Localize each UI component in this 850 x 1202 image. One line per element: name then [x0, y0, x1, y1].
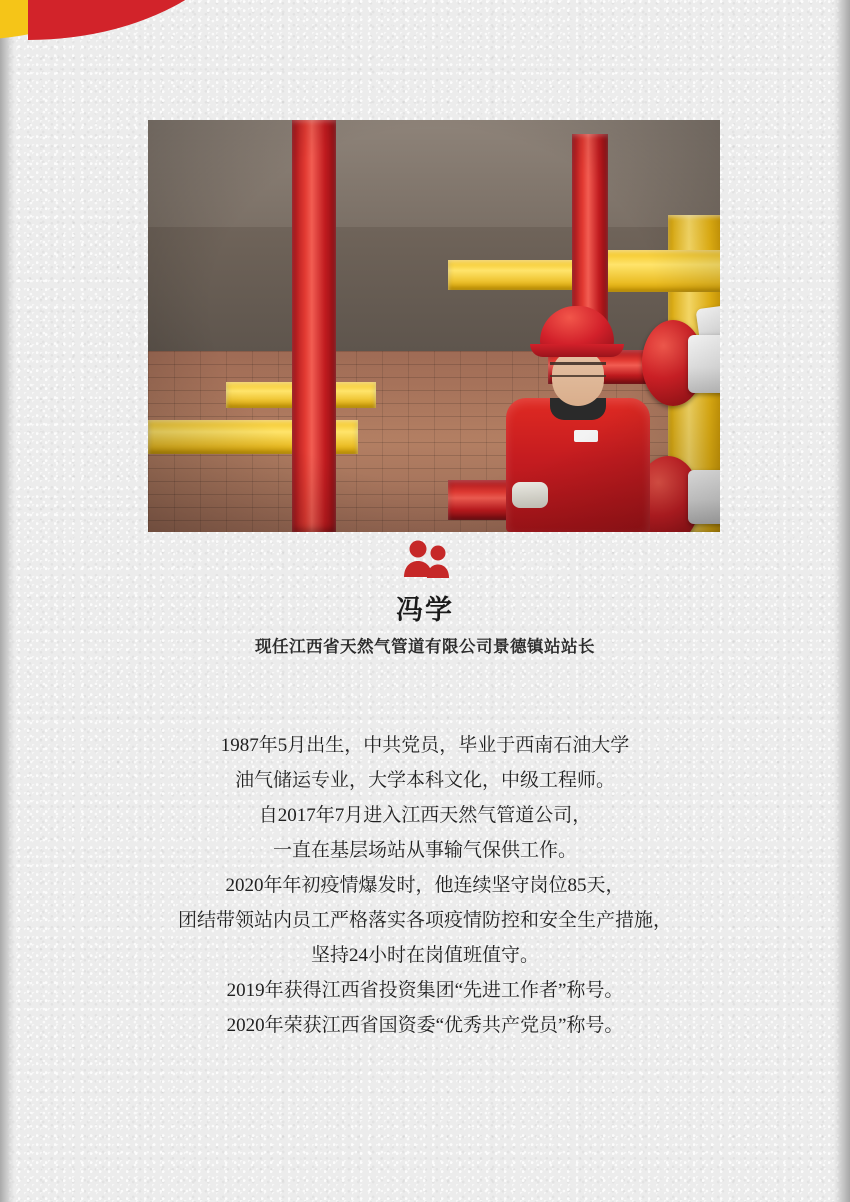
- bio-line: 团结带领站内员工严格落实各项疫情防控和安全生产措施，: [177, 910, 672, 931]
- bio-line: 自2017年7月进入江西天然气管道公司，: [258, 805, 592, 826]
- bio-line: 油气储运专业，大学本科文化，中级工程师。: [234, 770, 615, 791]
- worker-glasses: [550, 362, 606, 377]
- worker-helmet-brim: [530, 344, 624, 357]
- white-valve-2: [688, 470, 720, 524]
- page-title: 冯学: [396, 595, 454, 625]
- ribbon-stripe-red-inner: [28, 0, 258, 40]
- bio-line: 2020年年初疫情爆发时，他连续坚守岗位85天，: [225, 875, 625, 896]
- corner-ribbon-decoration: [0, 0, 262, 40]
- photo-scene: [148, 120, 720, 532]
- profile-position-title: 现任江西省天然气管道有限公司景德镇站站长: [255, 638, 595, 656]
- white-valve-1: [688, 335, 720, 393]
- red-pipe-upper: [572, 134, 608, 334]
- profile-biography: [90, 728, 760, 1043]
- red-pipe-column: [292, 120, 336, 532]
- bio-line: 1987年5月出生，中共党员，毕业于西南石油大学: [220, 735, 630, 756]
- worker-face: [552, 350, 604, 406]
- worker-badge: [574, 430, 598, 442]
- bio-line: 2020年荣获江西省国资委“优秀共产党员”称号。: [226, 1015, 624, 1036]
- profile-photo: [148, 120, 720, 532]
- photo-background-wall: [148, 120, 720, 227]
- bio-line: 一直在基层场站从事输气保供工作。: [272, 840, 577, 861]
- worker-figure: [478, 306, 668, 532]
- bio-line: 坚持24小时在岗值班值守。: [310, 945, 539, 966]
- worker-glove: [512, 482, 548, 508]
- bio-line: 2019年获得江西省投资集团“先进工作者”称号。: [226, 980, 624, 1001]
- two-people-icon: [0, 540, 850, 580]
